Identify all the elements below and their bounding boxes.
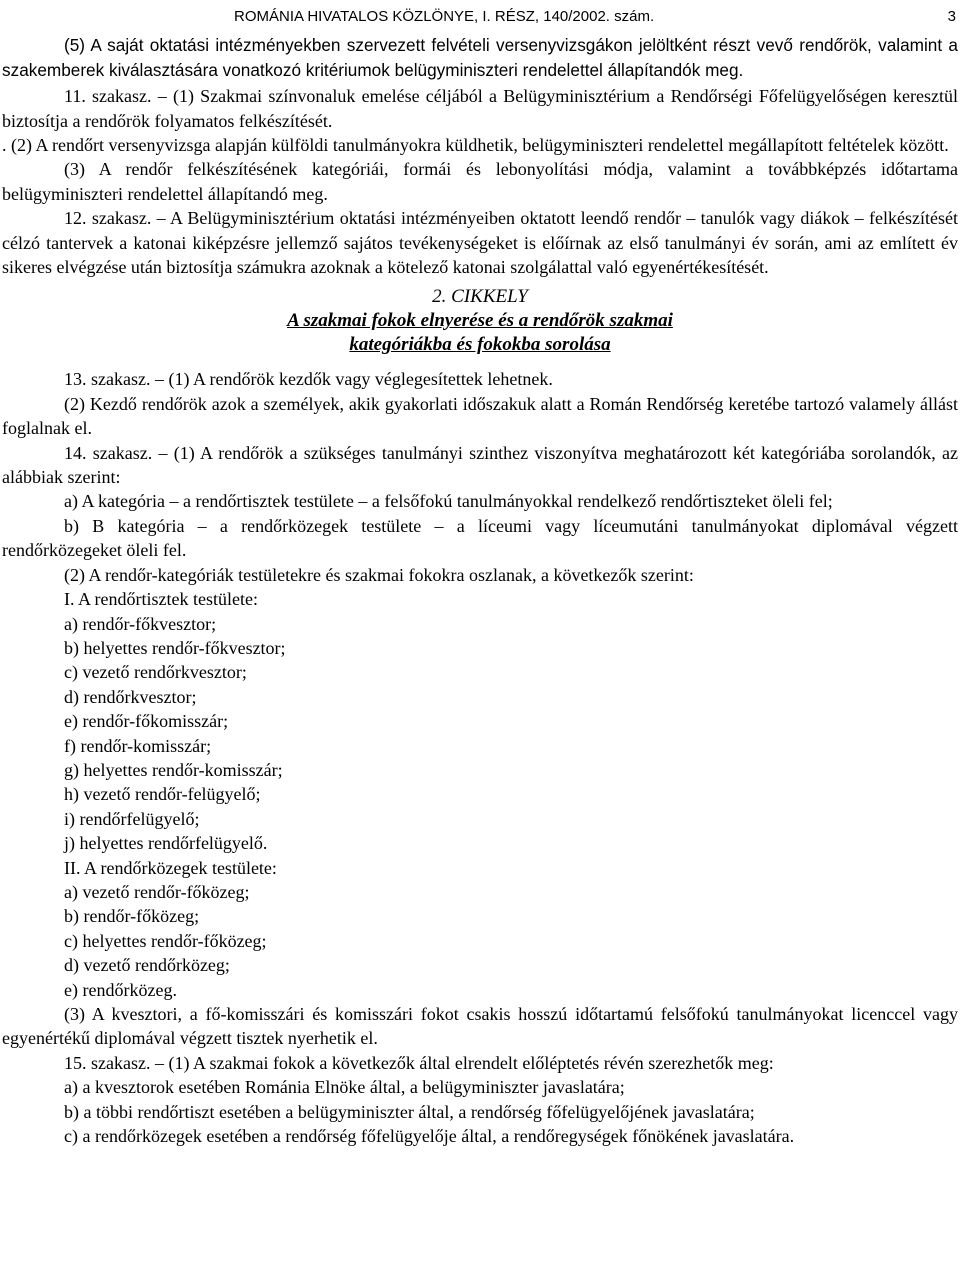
list-item: I. A rendőrtisztek testülete: — [64, 589, 258, 610]
list-item: e) rendőrközeg. — [64, 979, 177, 1000]
list-item: a) rendőr-főkvesztor; — [64, 613, 217, 634]
paragraph: 14. szakasz. – (1) A rendőrök a szükséges tanulmányi szinthez viszonyítva meghatározott két kategóriába sorolandók, az alábbiak szerint: — [2, 442, 958, 488]
list-item: e) rendőr-főkomisszár; — [64, 711, 229, 732]
list-item: d) rendőrkvesztor; — [64, 686, 197, 707]
list-item: c) vezető rendőrkvesztor; — [64, 662, 247, 683]
paragraph: (2) A rendőr-kategóriák testületekre és szakmai fokokra oszlanak, a következők szerint: — [64, 564, 694, 585]
paragraph: 15. szakasz. – (1) A szakmai fokok a következők által elrendelt előléptetés révén szerezhetők meg: — [64, 1052, 774, 1073]
page-number: 3 — [947, 8, 956, 25]
paragraph: (5) A saját oktatási intézményekben szervezett felvételi versenyvizsgákon jelöltként részt vevő rendőrök, valamint a szakemberek kiválasztására vonatkozó kritériumok belügyminiszteri rendelettel állapítandók meg. — [2, 35, 958, 80]
list-item: b) helyettes rendőr-főkvesztor; — [64, 637, 286, 658]
document-body — [2, 33, 958, 1148]
list-item: g) helyettes rendőr-komisszár; — [64, 759, 283, 780]
list-item: c) helyettes rendőr-főközeg; — [64, 930, 267, 951]
list-item: f) rendőr-komisszár; — [64, 735, 212, 756]
paragraph: 13. szakasz. – (1) A rendőrök kezdők vagy véglegesítettek lehetnek. — [64, 369, 553, 390]
chapter-title-line-2: kategóriákba és fokokba sorolása — [349, 334, 611, 356]
paragraph: (3) A rendőr felkészítésének kategóriái, formái és lebonyolítási módja, valamint a továbbképzés időtartama belügyminiszteri rendelettel állapítandó meg. — [2, 159, 958, 204]
list-item: h) vezető rendőr-felügyelő; — [64, 784, 261, 805]
paragraph: . (2) A rendőrt versenyvizsga alapján külföldi tanulmányokra küldhetik, belügyminiszteri rendelettel megállapított feltételek között. — [2, 135, 949, 155]
chapter-title-line-1: A szakmai fokok elnyerése és a rendőrök szakmai — [287, 310, 673, 332]
paragraph: a) a kvesztorok esetében Románia Elnöke által, a belügyminiszter javaslatára; — [64, 1077, 625, 1098]
paragraph: a) A kategória – a rendőrtisztek testülete – a felsőfokú tanulmányokkal rendelkező rendőrtiszteket öleli fel; — [64, 491, 833, 512]
rank-list — [2, 587, 958, 1002]
list-item: j) helyettes rendőrfelügyelő. — [64, 833, 268, 854]
page-header — [234, 8, 960, 26]
list-item: II. A rendőrközegek testülete: — [64, 857, 277, 878]
chapter-number: 2. CIKKELY — [432, 286, 528, 308]
header-title: ROMÁNIA HIVATALOS KÖZLÖNYE, I. RÉSZ, 140/2002. szám. — [234, 8, 655, 25]
paragraph: b) B kategória – a rendőrközegek testülete – a líceumi vagy líceumutáni tanulmányokat diplomával végzett rendőrközegeket öleli fel. — [2, 515, 958, 561]
paragraph: (3) A kvesztori, a fő-komisszári és komisszári fokot csakis hosszú időtartamú felsőfokú tanulmányokat licenccel vagy egyenértékű diplomával végzett tisztek nyerhetik el. — [2, 1004, 958, 1049]
list-item: i) rendőrfelügyelő; — [64, 808, 200, 829]
paragraph: (2) Kezdő rendőrök azok a személyek, akik gyakorlati időszakuk alatt a Román Rendőrség keretébe tartozó valamely állást foglalnak el. — [2, 393, 958, 439]
list-item: b) rendőr-főközeg; — [64, 906, 200, 927]
paragraph: b) a többi rendőrtiszt esetében a belügyminiszter által, a rendőrség főfelügyelőjének javaslatára; — [64, 1101, 755, 1122]
list-item: d) vezető rendőrközeg; — [64, 955, 230, 976]
paragraph: 11. szakasz. – (1) Szakmai színvonaluk emelése céljából a Belügyminisztérium a Rendőrségi Főfelügyelőségen keresztül biztosítja a rendőrök folyamatos felkészítését. — [2, 86, 958, 131]
paragraph: c) a rendőrközegek esetében a rendőrség főfelügyelője által, a rendőregységek főnökének javaslatára. — [64, 1126, 795, 1147]
paragraph: 12. szakasz. – A Belügyminisztérium oktatási intézményeiben oktatott leendő rendőr – tanulók vagy diákok – felkészítését célzó tantervek a katonai kiképzésre jellemző sajátos tevékenységeket is előírnak az első tanulmányi év során, ami az említett év sikeres elvégzése után biztosítja számukra azoknak a kötelező katonai szolgálattal való egyenértékesítését. — [2, 208, 958, 278]
list-item: a) vezető rendőr-főközeg; — [64, 881, 250, 902]
